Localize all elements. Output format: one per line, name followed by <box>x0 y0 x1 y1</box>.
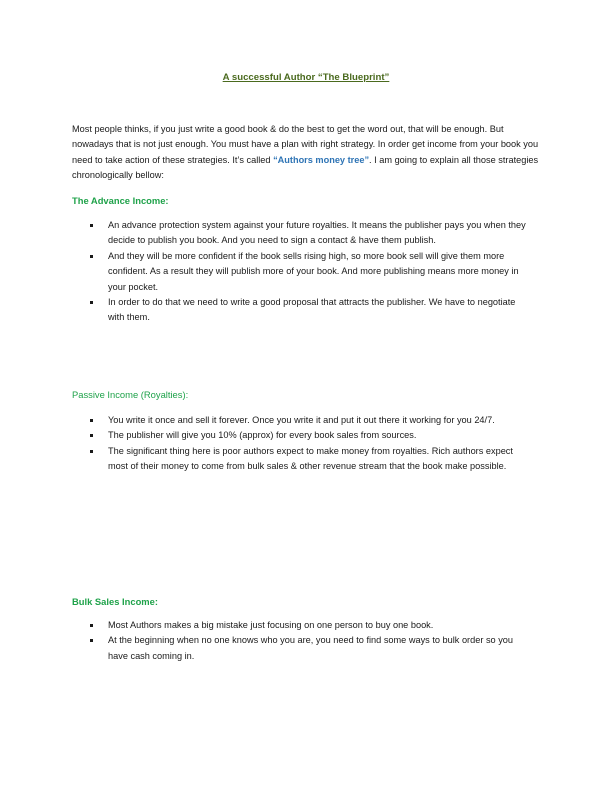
list-item-text: The significant thing here is poor authors expect to make money from royalties. Rich authors expect most of their money to come from bulk sales & other revenue stream that the book make possible. <box>108 445 513 472</box>
bullet-icon <box>90 419 93 422</box>
list-item <box>90 218 530 249</box>
list-item-text: In order to do that we need to write a good proposal that attracts the publisher. We have to negotiate with them. <box>108 297 516 323</box>
list-item-text: An advance protection system against your future royalties. It means the publisher pays you when they decide to publish you book. And you need to sign a contact & have them publish. <box>108 220 526 246</box>
list-item-text: The publisher will give you 10% (approx) for every book sales from sources. <box>108 430 417 441</box>
advance-income-bullet-list <box>90 218 530 326</box>
list-item <box>90 428 530 443</box>
intro-text-before: Most people thinks, if you just write a good book & do the best to get the word out, that will be enough. But nowadays that is not just enough. You must have a plan with right strategy. In order get income from your book you need to take action of these strategies. It’s called <box>72 124 539 165</box>
bullet-icon <box>90 434 93 437</box>
list-item-text: You write it once and sell it forever. Once you write it and put it out there it working for you 24/7. <box>108 415 495 425</box>
list-item <box>90 633 530 664</box>
list-item-text: Most Authors makes a big mistake just focusing on one person to buy one book. <box>108 620 434 630</box>
bullet-icon <box>90 624 93 627</box>
section-heading-advance-income: The Advance Income: <box>72 195 169 206</box>
bulk-sales-bullet-list <box>90 618 530 664</box>
intro-text-after: . I am going to explain all those strategies chronologically bellow: <box>72 154 539 181</box>
list-item <box>90 413 530 428</box>
passive-income-bullet-list <box>90 413 530 475</box>
list-item <box>90 295 530 326</box>
list-item-text: And they will be more confident if the book sells rising high, so more book sell will give them more confident. As a result they will publish more of your book. And more publishing means more money in your pocket. <box>108 250 519 292</box>
bullet-icon <box>90 450 93 453</box>
list-item <box>90 618 530 633</box>
document-title: A successful Author “The Blueprint” <box>222 72 390 83</box>
bullet-icon <box>90 639 93 642</box>
bullet-icon <box>90 255 93 258</box>
bullet-icon <box>90 301 93 304</box>
list-item <box>90 444 530 475</box>
intro-highlight: “Authors money tree” <box>273 154 370 165</box>
intro-paragraph <box>72 122 544 184</box>
list-item-text: At the beginning when no one knows who you are, you need to find some ways to bulk order so you have cash coming in. <box>108 635 514 661</box>
section-heading-bulk-sales-income: Bulk Sales Income: <box>72 596 158 607</box>
bullet-icon <box>90 224 93 227</box>
section-heading-passive-income: Passive Income (Royalties): <box>72 389 189 400</box>
list-item <box>90 249 530 295</box>
